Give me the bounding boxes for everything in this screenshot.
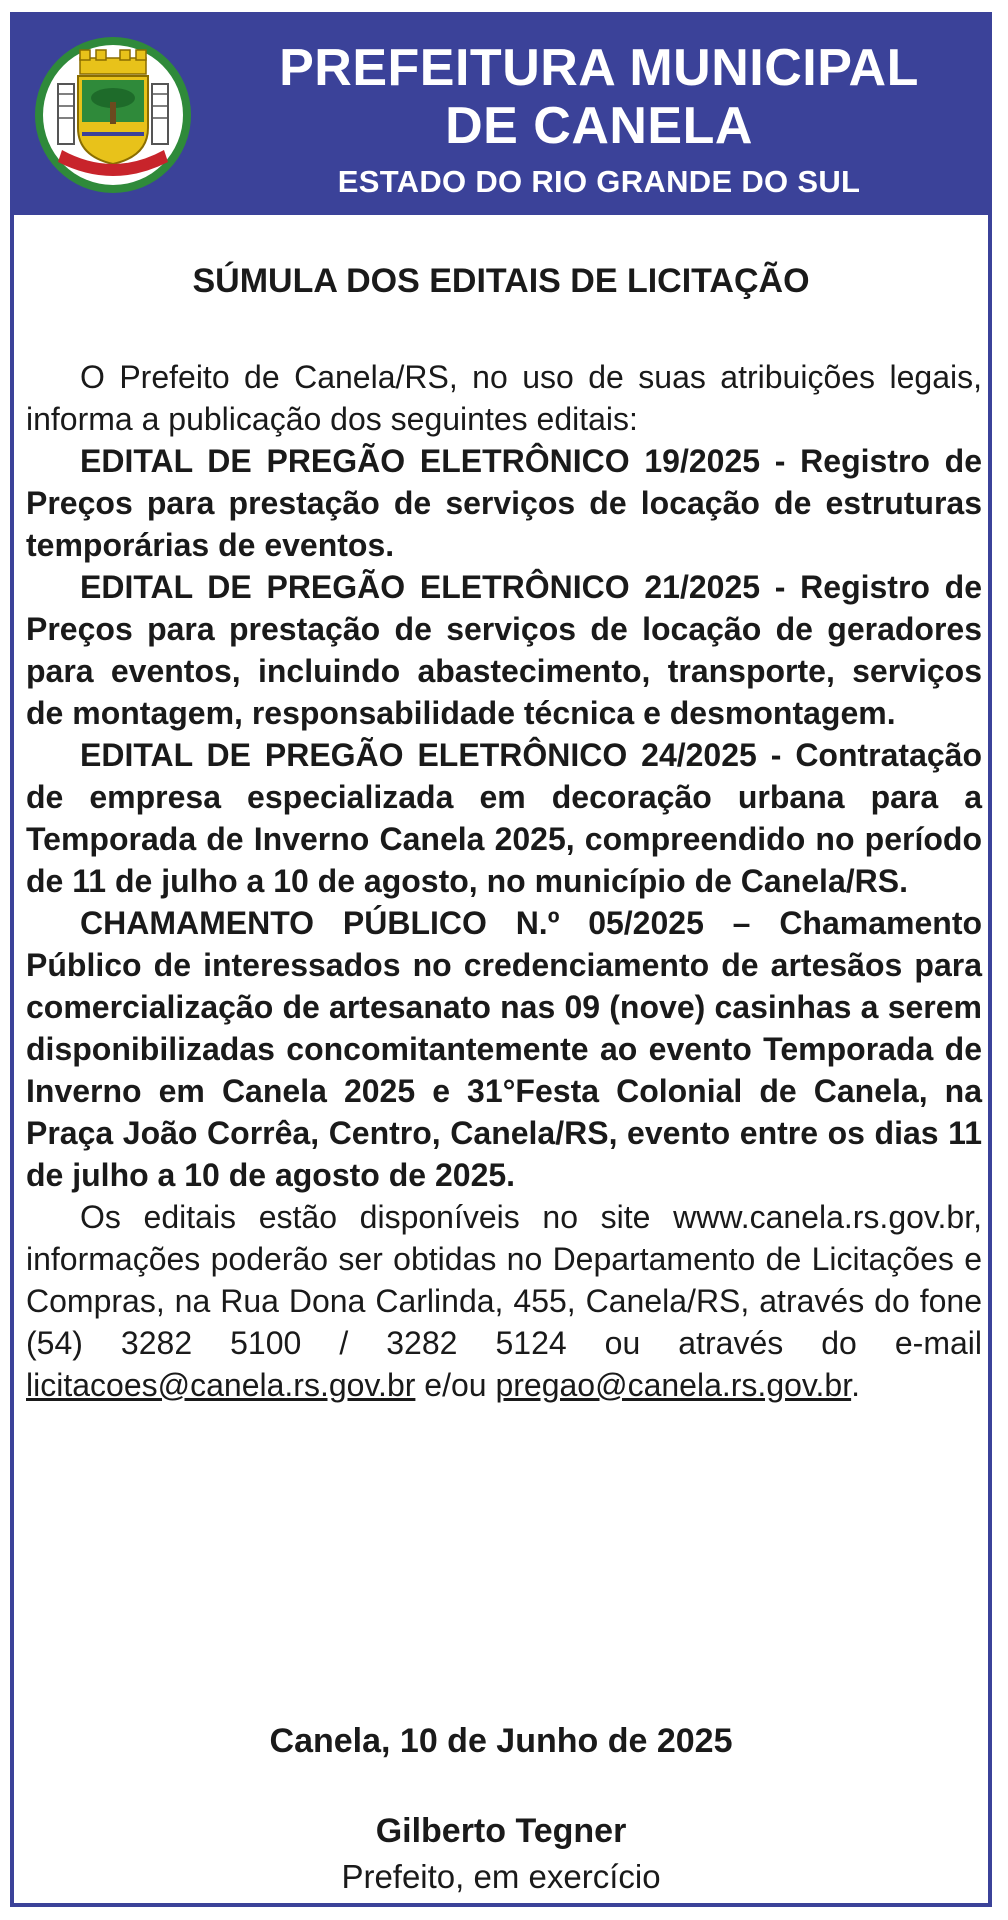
- edital-24-2025: [26, 734, 982, 902]
- edital-label: CHAMAMENTO PÚBLICO N.º 05/2025 –: [80, 905, 751, 941]
- header-subtitle: ESTADO DO RIO GRANDE DO SUL: [337, 164, 861, 199]
- signatory-role: Prefeito, em exercício: [341, 1858, 661, 1895]
- edital-description: Contratação de empresa especializada em decoração urbana para a Temporada de Inverno Canela 2025, compreendido no período de 11 de julho a 10 de agosto, no município de Canela/RS.: [26, 737, 983, 899]
- edital-description: Registro de Preços para prestação de serviços de locação de estruturas temporárias de eventos.: [26, 443, 983, 563]
- email-link-licitacoes[interactable]: licitacoes@canela.rs.gov.br: [26, 1367, 416, 1403]
- notice-frame: [10, 12, 992, 1907]
- email-link-pregao[interactable]: pregao@canela.rs.gov.br: [495, 1367, 852, 1403]
- document-title: SÚMULA DOS EDITAIS DE LICITAÇÃO: [192, 262, 810, 300]
- end-punctuation: .: [851, 1367, 860, 1403]
- edital-description: Registro de Preços para prestação de serviços de locação de geradores para eventos, incluindo abastecimento, transporte, serviços de montagem, responsabilidade técnica e desmontagem.: [26, 569, 983, 731]
- header-title-line2: DE CANELA: [445, 97, 753, 155]
- availability-text: Os editais estão disponíveis no site www.canela.rs.gov.br, informações poderão ser obtidas no Departamento de Licitações e Compras, na Rua Dona Carlinda, 455, Canela/RS, através do fone (54) 3282 5100 / 3282 5124 ou através do e-mail: [26, 1199, 982, 1361]
- chamamento-05-2025: [26, 902, 982, 1196]
- municipal-coat-of-arms-icon: [32, 32, 194, 198]
- availability-paragraph: [26, 1196, 982, 1406]
- edital-19-2025: [26, 440, 982, 566]
- intro-paragraph: O Prefeito de Canela/RS, no uso de suas atribuições legais, informa a publicação dos seguintes editais:: [26, 359, 982, 437]
- edital-label: EDITAL DE PREGÃO ELETRÔNICO 21/2025 -: [80, 569, 786, 605]
- edital-label: EDITAL DE PREGÃO ELETRÔNICO 24/2025 -: [80, 737, 782, 773]
- edital-21-2025: [26, 566, 982, 734]
- email-connector: e/ou: [424, 1367, 487, 1403]
- signatory-name: Gilberto Tegner: [375, 1812, 627, 1850]
- header-title-line1: PREFEITURA MUNICIPAL: [279, 39, 919, 97]
- document-date: Canela, 10 de Junho de 2025: [269, 1722, 733, 1760]
- edital-label: EDITAL DE PREGÃO ELETRÔNICO 19/2025 -: [80, 443, 786, 479]
- header-banner: [14, 16, 988, 215]
- edital-description: Chamamento Público de interessados no credenciamento de artesãos para comercialização de artesanato nas 09 (nove) casinhas a serem disponibilizadas concomitantemente ao evento Temporada de Inverno em Canela 2025 e 31°Festa Colonial de Canela, na Praça João Corrêa, Centro, Canela/RS, evento entre os dias 11 de julho a 10 de agosto de 2025.: [26, 905, 983, 1193]
- document-body: [26, 356, 982, 1406]
